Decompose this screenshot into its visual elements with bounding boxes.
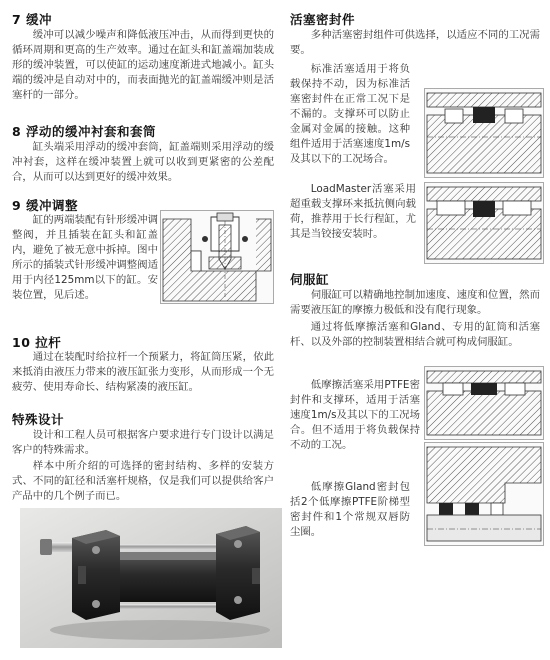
low-friction-piston-drawing xyxy=(425,367,543,439)
piston-seals-title: 活塞密封件 xyxy=(290,12,356,27)
standard-piston-figure xyxy=(424,88,544,178)
special-design-para-1: 设计和工程人员可根据客户要求进行专门设计以满足客户的特殊需求。 xyxy=(12,429,274,456)
cushion-adjust-valve-figure xyxy=(160,210,274,304)
section-8-title: 8 浮动的缓冲衬套和套筒 xyxy=(12,124,157,139)
section-9-body: 缸的两端装配有针形缓冲调整阀，并且插装在缸头和缸盖内，避免了被无意中拆掉。图中所示的插装式针形缓冲调整阀适用于内径125mm以下的缸。安装位置，见后述。 xyxy=(12,214,158,301)
loadmaster-piston-figure xyxy=(424,182,544,264)
piston-seals-para-2: 标准活塞适用于将负载保持不动，因为标准活塞密封件在正常工况下是不漏的。支撑环可以防止金属对金属的接触。这种组件适用于活塞速度1m/s及其以下的工况场合。 xyxy=(290,63,410,165)
servo-cylinder-para-1: 伺服缸可以精确地控制加速度、速度和位置，然而需要液压缸的摩擦力极低和没有爬行现象。 xyxy=(290,289,540,316)
cushion-valve-drawing xyxy=(161,211,273,303)
low-friction-gland-para: 低摩擦Gland密封包括2个低摩擦PTFE阶梯型密封件和1个常规双唇防尘圈。 xyxy=(290,481,410,538)
special-design-para-2: 样本中所介绍的可选择的密封结构、多样的安装方式、不同的缸径和活塞杆规格，仅是我们可以提供给客户产品中的几个例子而已。 xyxy=(12,460,274,502)
standard-piston-drawing xyxy=(425,89,543,177)
servo-cylinder-title: 伺服缸 xyxy=(290,272,330,287)
low-friction-gland-figure xyxy=(424,442,544,546)
tie-rod-cylinder-image xyxy=(20,508,282,648)
low-friction-gland-drawing xyxy=(425,443,543,545)
section-9-title: 9 缓冲调整 xyxy=(12,198,79,213)
section-10-title: 10 拉杆 xyxy=(12,335,62,350)
special-design-title: 特殊设计 xyxy=(12,412,65,427)
low-friction-piston-para: 低摩擦活塞采用PTFE密封件和支撑环，适用于活塞速度1m/s及其以下的工况场合。但不适用于将负载保持不动的工况。 xyxy=(290,379,420,451)
piston-seals-para-1: 多种活塞密封组件可供选择，以适应不同的工况需要。 xyxy=(290,29,540,56)
loadmaster-piston-drawing xyxy=(425,183,543,263)
low-friction-piston-figure xyxy=(424,366,544,440)
section-7-body: 缓冲可以减少噪声和降低液压冲击，从而得到更快的循环周期和更高的生产效率。通过在缸头和缸盖端加装成形的缓冲装置，可以使缸的运动速度渐进式地减小。缸头端的缓冲是自动对中的，而表面抛光的缸盖端缓冲则是活塞杆的一部分。 xyxy=(12,29,274,101)
cylinder-photo xyxy=(20,508,282,648)
section-10-body: 通过在装配时给拉杆一个预紧力，将缸筒压紧，依此来抵消由液压力带来的液压缸张力变形，从而形成一个无疲劳、使用寿命长、结构紧凑的液压缸。 xyxy=(12,351,274,393)
loadmaster-piston-para: LoadMaster活塞采用超重载支撑环来抵抗侧向载荷，推荐用于长行程缸，尤其是当铰接安装时。 xyxy=(290,183,416,240)
servo-cylinder-para-2: 通过将低摩擦活塞和Gland、专用的缸筒和活塞杆、以及外部的控制装置相结合就可构成伺服缸。 xyxy=(290,321,540,348)
section-7-title: 7 缓冲 xyxy=(12,12,53,27)
section-8-body: 缸头端采用浮动的缓冲套筒，缸盖端则采用浮动的缓冲衬套，这样在缓冲装置上就可以收到更紧密的公差配合，从而可以达到更好的缓冲效果。 xyxy=(12,141,274,183)
